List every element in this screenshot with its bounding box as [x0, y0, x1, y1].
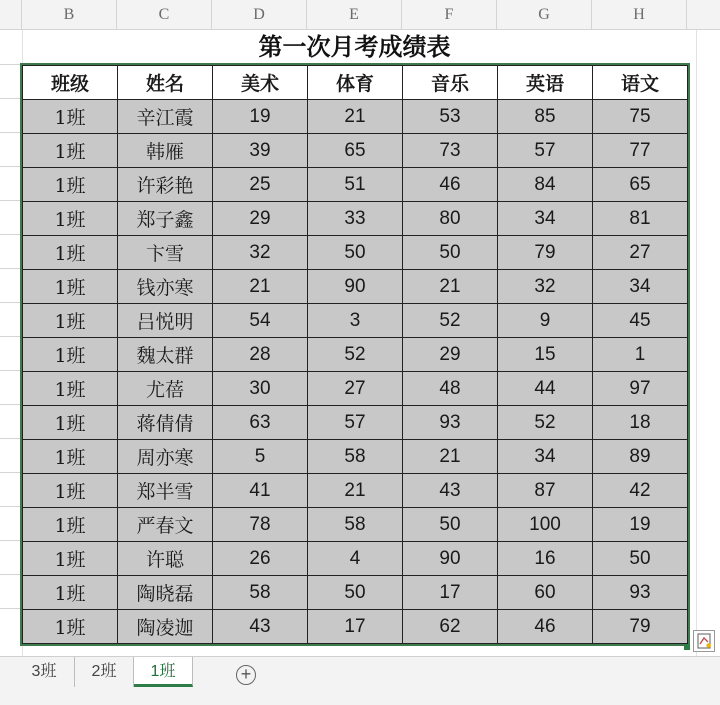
- cell-name[interactable]: 陶凌迦: [118, 610, 213, 644]
- header-cell-music[interactable]: 音乐: [403, 66, 498, 100]
- cell-class[interactable]: 1班: [23, 474, 118, 508]
- column-header-d[interactable]: D: [212, 0, 307, 29]
- cell-name[interactable]: 尤蓓: [118, 372, 213, 406]
- header-cell-class[interactable]: 班级: [23, 66, 118, 100]
- cell-chinese[interactable]: 50: [593, 542, 688, 576]
- header-cell-chinese[interactable]: 语文: [593, 66, 688, 100]
- cell-class[interactable]: 1班: [23, 270, 118, 304]
- cell-chinese[interactable]: 77: [593, 134, 688, 168]
- cell-name[interactable]: 魏太群: [118, 338, 213, 372]
- cell-music[interactable]: 50: [403, 236, 498, 270]
- cell-pe[interactable]: 50: [308, 236, 403, 270]
- cell-english[interactable]: 52: [498, 406, 593, 440]
- column-header-e[interactable]: E: [307, 0, 402, 29]
- cell-pe[interactable]: 33: [308, 202, 403, 236]
- header-cell-english[interactable]: 英语: [498, 66, 593, 100]
- cell-english[interactable]: 32: [498, 270, 593, 304]
- table-row: [23, 100, 688, 134]
- cell-pe[interactable]: 51: [308, 168, 403, 202]
- column-header-c[interactable]: C: [117, 0, 212, 29]
- cell-music[interactable]: 90: [403, 542, 498, 576]
- cell-art[interactable]: 19: [213, 100, 308, 134]
- cell-chinese[interactable]: 42: [593, 474, 688, 508]
- cell-music[interactable]: 53: [403, 100, 498, 134]
- cell-music[interactable]: 43: [403, 474, 498, 508]
- cell-art[interactable]: 78: [213, 508, 308, 542]
- row-stub: [0, 472, 22, 506]
- header-cell-name[interactable]: 姓名: [118, 66, 213, 100]
- gridline: [696, 30, 697, 656]
- cell-art[interactable]: 26: [213, 542, 308, 576]
- cell-english[interactable]: 44: [498, 372, 593, 406]
- cell-english[interactable]: 16: [498, 542, 593, 576]
- header-cell-art[interactable]: 美术: [213, 66, 308, 100]
- cell-name[interactable]: 辛江霞: [118, 100, 213, 134]
- cell-music[interactable]: 21: [403, 440, 498, 474]
- column-header-i[interactable]: [687, 0, 720, 29]
- cell-music[interactable]: 17: [403, 576, 498, 610]
- cell-name[interactable]: 蒋倩倩: [118, 406, 213, 440]
- row-stub: [0, 540, 22, 574]
- cell-art[interactable]: 21: [213, 270, 308, 304]
- row-stub: [0, 234, 22, 268]
- cell-name[interactable]: 卞雪: [118, 236, 213, 270]
- cell-music[interactable]: 21: [403, 270, 498, 304]
- sheet-title-cell[interactable]: 第一次月考成绩表: [258, 32, 451, 61]
- cell-class[interactable]: 1班: [23, 542, 118, 576]
- cell-name[interactable]: 许聪: [118, 542, 213, 576]
- cell-pe[interactable]: 90: [308, 270, 403, 304]
- cell-art[interactable]: 32: [213, 236, 308, 270]
- cell-english[interactable]: 84: [498, 168, 593, 202]
- plus-circle-icon: +: [240, 664, 252, 684]
- cell-name[interactable]: 吕悦明: [118, 304, 213, 338]
- row-stub: [0, 64, 22, 98]
- cell-name[interactable]: 周亦寒: [118, 440, 213, 474]
- header-cell-pe[interactable]: 体育: [308, 66, 403, 100]
- cell-music[interactable]: 73: [403, 134, 498, 168]
- column-header-g[interactable]: G: [497, 0, 592, 29]
- cell-chinese[interactable]: 34: [593, 270, 688, 304]
- cell-english[interactable]: 60: [498, 576, 593, 610]
- cell-chinese[interactable]: 65: [593, 168, 688, 202]
- cell-pe[interactable]: 57: [308, 406, 403, 440]
- cell-class[interactable]: 1班: [23, 440, 118, 474]
- cell-music[interactable]: 50: [403, 508, 498, 542]
- quick-analysis-icon: [694, 631, 714, 651]
- cell-music[interactable]: 80: [403, 202, 498, 236]
- cell-class[interactable]: 1班: [23, 134, 118, 168]
- cell-class[interactable]: 1班: [23, 610, 118, 644]
- cell-class[interactable]: 1班: [23, 338, 118, 372]
- cell-art[interactable]: 39: [213, 134, 308, 168]
- sheet-tab-class-1[interactable]: 1班: [134, 657, 193, 687]
- corner-cell[interactable]: [0, 0, 22, 29]
- cell-music[interactable]: 48: [403, 372, 498, 406]
- table-row: [23, 610, 688, 644]
- table-row: [23, 202, 688, 236]
- cell-chinese[interactable]: 79: [593, 610, 688, 644]
- cell-chinese[interactable]: 18: [593, 406, 688, 440]
- worksheet-grid[interactable]: [0, 30, 720, 656]
- cell-name[interactable]: 严春文: [118, 508, 213, 542]
- cell-english[interactable]: 34: [498, 202, 593, 236]
- table-row: [23, 134, 688, 168]
- cell-class[interactable]: 1班: [23, 406, 118, 440]
- cell-chinese[interactable]: 89: [593, 440, 688, 474]
- cell-pe[interactable]: 4: [308, 542, 403, 576]
- cell-name[interactable]: 郑半雪: [118, 474, 213, 508]
- row-stub: [0, 336, 22, 370]
- table-row: [23, 372, 688, 406]
- cell-art[interactable]: 5: [213, 440, 308, 474]
- sheet-tab-class-2[interactable]: 2班: [75, 657, 134, 687]
- cell-english[interactable]: 46: [498, 610, 593, 644]
- row-stub: [0, 506, 22, 540]
- table-row: [23, 338, 688, 372]
- cell-pe[interactable]: 65: [308, 134, 403, 168]
- column-header-f[interactable]: F: [402, 0, 497, 29]
- cell-pe[interactable]: 17: [308, 610, 403, 644]
- cell-chinese[interactable]: 81: [593, 202, 688, 236]
- sheet-tab-bar: [0, 656, 720, 705]
- table-row: [23, 474, 688, 508]
- cell-class[interactable]: 1班: [23, 576, 118, 610]
- cell-class[interactable]: 1班: [23, 168, 118, 202]
- cell-pe[interactable]: 58: [308, 440, 403, 474]
- cell-chinese[interactable]: 19: [593, 508, 688, 542]
- row-stub: [0, 404, 22, 438]
- cell-class[interactable]: 1班: [23, 372, 118, 406]
- sheet-tab-class-3[interactable]: 3班: [14, 657, 75, 687]
- cell-english[interactable]: 9: [498, 304, 593, 338]
- cell-music[interactable]: 29: [403, 338, 498, 372]
- cell-art[interactable]: 58: [213, 576, 308, 610]
- cell-art[interactable]: 54: [213, 304, 308, 338]
- table-row: [23, 542, 688, 576]
- cell-class[interactable]: 1班: [23, 236, 118, 270]
- cell-english[interactable]: 15: [498, 338, 593, 372]
- table-row: [23, 406, 688, 440]
- cell-chinese[interactable]: 93: [593, 576, 688, 610]
- row-stub: [0, 166, 22, 200]
- cell-pe[interactable]: 58: [308, 508, 403, 542]
- row-stub: [0, 370, 22, 404]
- table-row: [23, 304, 688, 338]
- column-header-h[interactable]: H: [592, 0, 687, 29]
- table-row: [23, 508, 688, 542]
- row-stub: [0, 574, 22, 608]
- cell-art[interactable]: 30: [213, 372, 308, 406]
- row-stub: [0, 438, 22, 472]
- cell-chinese[interactable]: 27: [593, 236, 688, 270]
- table-header-row: [23, 66, 688, 100]
- cell-chinese[interactable]: 97: [593, 372, 688, 406]
- row-stub: [0, 132, 22, 166]
- row-stub: [0, 268, 22, 302]
- quick-analysis-button[interactable]: [693, 630, 715, 652]
- cell-pe[interactable]: 21: [308, 100, 403, 134]
- column-header-bar: [0, 0, 720, 30]
- table-row: [23, 236, 688, 270]
- row-stub: [0, 608, 22, 642]
- cell-name[interactable]: 韩雁: [118, 134, 213, 168]
- grades-table: [22, 65, 688, 644]
- cell-chinese[interactable]: 45: [593, 304, 688, 338]
- table-row: [23, 270, 688, 304]
- cell-art[interactable]: 43: [213, 610, 308, 644]
- row-stub: [0, 200, 22, 234]
- cell-class[interactable]: 1班: [23, 100, 118, 134]
- cell-english[interactable]: 79: [498, 236, 593, 270]
- cell-english[interactable]: 85: [498, 100, 593, 134]
- cell-name[interactable]: 陶晓磊: [118, 576, 213, 610]
- table-row: [23, 576, 688, 610]
- cell-music[interactable]: 62: [403, 610, 498, 644]
- cell-pe[interactable]: 52: [308, 338, 403, 372]
- cell-art[interactable]: 28: [213, 338, 308, 372]
- cell-music[interactable]: 52: [403, 304, 498, 338]
- cell-art[interactable]: 63: [213, 406, 308, 440]
- cell-class[interactable]: 1班: [23, 304, 118, 338]
- cell-music[interactable]: 93: [403, 406, 498, 440]
- cell-pe[interactable]: 3: [308, 304, 403, 338]
- cell-art[interactable]: 25: [213, 168, 308, 202]
- cell-art[interactable]: 41: [213, 474, 308, 508]
- cell-name[interactable]: 许彩艳: [118, 168, 213, 202]
- table-row: [23, 440, 688, 474]
- cell-english[interactable]: 57: [498, 134, 593, 168]
- table-row: [23, 168, 688, 202]
- row-stub: [0, 302, 22, 336]
- fill-handle[interactable]: [684, 644, 690, 650]
- column-header-b[interactable]: B: [22, 0, 117, 29]
- cell-pe[interactable]: 21: [308, 474, 403, 508]
- table-body: [23, 100, 688, 644]
- row-stub: [0, 98, 22, 132]
- cell-english[interactable]: 87: [498, 474, 593, 508]
- cell-class[interactable]: 1班: [23, 202, 118, 236]
- cell-chinese[interactable]: 1: [593, 338, 688, 372]
- add-sheet-button[interactable]: [236, 665, 256, 685]
- cell-pe[interactable]: 27: [308, 372, 403, 406]
- cell-english[interactable]: 34: [498, 440, 593, 474]
- cell-english[interactable]: 100: [498, 508, 593, 542]
- cell-pe[interactable]: 50: [308, 576, 403, 610]
- cell-music[interactable]: 46: [403, 168, 498, 202]
- cell-class[interactable]: 1班: [23, 508, 118, 542]
- cell-name[interactable]: 郑子鑫: [118, 202, 213, 236]
- cell-chinese[interactable]: 75: [593, 100, 688, 134]
- cell-name[interactable]: 钱亦寒: [118, 270, 213, 304]
- cell-art[interactable]: 29: [213, 202, 308, 236]
